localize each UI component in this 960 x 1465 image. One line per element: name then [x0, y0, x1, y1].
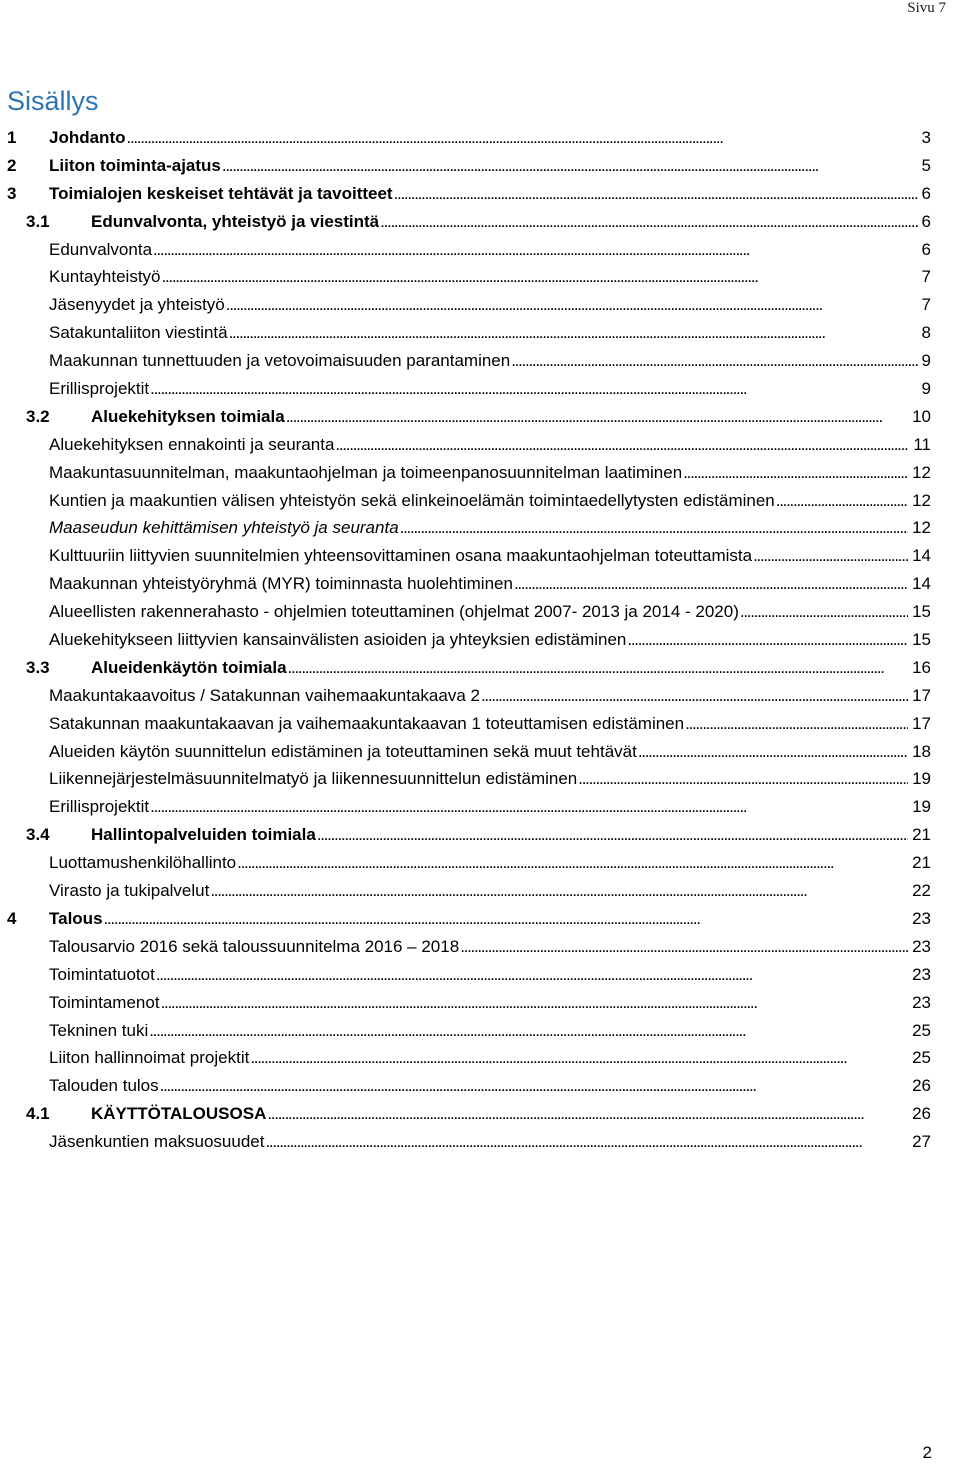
- toc-dot-leader: [627, 626, 908, 654]
- toc-entry-page[interactable]: 6: [921, 183, 931, 203]
- toc-dot-leader: [229, 319, 918, 347]
- toc-entry-line: [49, 961, 931, 989]
- toc-entry-line: [49, 1128, 931, 1156]
- toc-entry-line: [49, 1072, 931, 1100]
- toc-entry-line: [49, 375, 931, 403]
- toc-entry[interactable]: [0, 375, 960, 403]
- toc-entry-page[interactable]: 14: [912, 574, 931, 594]
- toc-entry-line: [49, 989, 931, 1017]
- toc-dot-leader: [265, 1128, 908, 1156]
- toc-entry-line: [49, 849, 931, 877]
- toc-entry-label[interactable]: Erillisprojektit: [49, 379, 150, 399]
- toc-entry-number: 4.1: [26, 1104, 50, 1124]
- toc-entry-line: [49, 765, 931, 793]
- toc-entry-page[interactable]: 15: [912, 602, 931, 622]
- toc-entry-label[interactable]: Maakuntasuunnitelman, maakuntaohjelman ja toimeenpanosuunnitelman laatiminen: [49, 462, 683, 482]
- toc-entry-label[interactable]: Maakuntakaavoitus / Satakunnan vaihemaakuntakaava 2: [49, 685, 480, 705]
- toc-entry-label[interactable]: Edunvalvonta: [49, 239, 153, 259]
- page-header-label: Sivu 7: [907, 0, 946, 16]
- toc-entry[interactable]: [0, 793, 960, 821]
- toc-dot-leader: [210, 877, 908, 905]
- toc-entry-page[interactable]: 12: [912, 462, 931, 482]
- toc-entry-page[interactable]: 9: [921, 351, 931, 371]
- toc-entry-label[interactable]: Alueellisten rakennerahasto - ohjelmien toteuttaminen (ohjelmat 2007- 2013 ja 2014 - 2020): [49, 602, 739, 622]
- toc-entry-label[interactable]: Johdanto: [49, 128, 126, 147]
- toc-entry[interactable]: [0, 514, 960, 542]
- toc-entry-page[interactable]: 5: [921, 155, 931, 175]
- toc-entry[interactable]: [0, 208, 960, 236]
- toc-entry-label[interactable]: KÄYTTÖTALOUSOSA: [91, 1104, 267, 1124]
- toc-entry-label[interactable]: Toimintamenot: [49, 992, 160, 1012]
- toc-entry[interactable]: [0, 124, 960, 152]
- toc-entry[interactable]: [0, 1017, 960, 1045]
- toc-entry-label[interactable]: Talouden tulos: [49, 1076, 159, 1096]
- toc-entry-line: [49, 431, 931, 459]
- toc-dot-leader: [160, 1072, 908, 1100]
- toc-entry-label[interactable]: Aluekehityksen ennakointi ja seuranta: [49, 434, 335, 454]
- toc-entry-line: [91, 403, 931, 431]
- toc-dot-leader: [578, 765, 908, 793]
- toc-entry-page[interactable]: 3: [921, 128, 931, 147]
- toc-entry-label[interactable]: Liiton hallinnoimat projektit: [49, 1048, 250, 1068]
- toc-entry-label[interactable]: Talousarvio 2016 sekä taloussuunnitelma 2016 – 2018: [49, 936, 460, 956]
- toc-dot-leader: [460, 933, 908, 961]
- toc-dot-leader: [127, 124, 918, 152]
- toc-entry-page[interactable]: 11: [913, 434, 931, 454]
- toc-entry-label[interactable]: Erillisprojektit: [49, 797, 150, 817]
- toc-entry[interactable]: [0, 291, 960, 319]
- toc-entry-number: 3.2: [26, 406, 50, 426]
- toc-entry[interactable]: [0, 319, 960, 347]
- toc-entry-line: [49, 710, 931, 738]
- toc-dot-leader: [683, 459, 908, 487]
- toc-entry-page[interactable]: 12: [912, 490, 931, 510]
- toc-entry-line: [49, 514, 931, 542]
- toc-dot-leader: [685, 710, 908, 738]
- toc-dot-leader: [237, 849, 908, 877]
- toc-entry-page[interactable]: 19: [912, 769, 931, 789]
- toc-entry-page[interactable]: 21: [912, 853, 931, 873]
- toc-dot-leader: [335, 431, 909, 459]
- toc-entry-label[interactable]: Satakunnan maakuntakaavan ja vaihemaakuntakaavan 1 toteuttamisen edistäminen: [49, 713, 685, 733]
- toc-entry[interactable]: [0, 347, 960, 375]
- toc-entry-label[interactable]: Aluekehitykseen liittyvien kansainvälisten asioiden ja yhteyksien edistäminen: [49, 630, 627, 650]
- toc-entry[interactable]: [0, 152, 960, 180]
- toc-entry[interactable]: [0, 849, 960, 877]
- toc-entry-page[interactable]: 21: [912, 825, 931, 845]
- toc-entry-label[interactable]: Hallintopalveluiden toimiala: [91, 825, 316, 845]
- toc-entry-label[interactable]: Maakunnan yhteistyöryhmä (MYR) toiminnasta huolehtiminen: [49, 574, 513, 594]
- toc-dot-leader: [150, 793, 908, 821]
- toc-entry-page[interactable]: 23: [912, 992, 931, 1012]
- toc-entry[interactable]: [0, 598, 960, 626]
- toc-entry-line: [49, 124, 931, 152]
- toc-entry-label[interactable]: Kuntien ja maakuntien välisen yhteistyön sekä elinkeinoelämän toimintaedellytysten edistäminen: [49, 490, 775, 510]
- toc-entry[interactable]: [0, 710, 960, 738]
- toc-dot-leader: [511, 347, 917, 375]
- toc-entry-line: [49, 319, 931, 347]
- toc-entry[interactable]: [0, 487, 960, 515]
- toc-entry-label[interactable]: Aluekehityksen toimiala: [91, 406, 285, 426]
- toc-entry-page[interactable]: 12: [912, 518, 931, 538]
- toc-entry-line: [91, 821, 931, 849]
- toc-entry[interactable]: [0, 403, 960, 431]
- toc-entry-line: [49, 180, 931, 208]
- toc-entry[interactable]: [0, 542, 960, 570]
- toc-entry-page[interactable]: 25: [912, 1048, 931, 1068]
- toc-dot-leader: [104, 905, 909, 933]
- toc-dot-leader: [156, 961, 908, 989]
- toc-entry[interactable]: [0, 989, 960, 1017]
- toc-entry[interactable]: [0, 738, 960, 766]
- toc-dot-leader: [753, 542, 908, 570]
- toc-entry-page[interactable]: 8: [921, 323, 931, 343]
- toc-dot-leader: [514, 570, 908, 598]
- toc-entry[interactable]: [0, 626, 960, 654]
- toc-entry-label[interactable]: Kuntayhteistyö: [49, 267, 161, 287]
- toc-entry-page[interactable]: 17: [912, 713, 931, 733]
- toc-dot-leader: [267, 1100, 908, 1128]
- toc-entry-line: [49, 933, 931, 961]
- toc-entry-label[interactable]: Alueidenkäytön toimiala: [91, 657, 287, 677]
- toc-entry[interactable]: [0, 933, 960, 961]
- toc-entry[interactable]: [0, 459, 960, 487]
- toc-entry-line: [49, 236, 931, 264]
- toc-dot-leader: [222, 152, 918, 180]
- toc-entry[interactable]: [0, 1128, 960, 1156]
- toc-entry-page[interactable]: 27: [912, 1132, 931, 1152]
- toc-entry-page[interactable]: 7: [921, 295, 931, 315]
- toc-entry-number: 3.3: [26, 657, 50, 677]
- toc-entry-page[interactable]: 23: [912, 936, 931, 956]
- toc-dot-leader: [380, 208, 917, 236]
- toc-entry[interactable]: [0, 1100, 960, 1128]
- toc-dot-leader: [149, 1017, 908, 1045]
- toc-entry-page[interactable]: 22: [912, 881, 931, 901]
- toc-entry-line: [49, 598, 931, 626]
- toc-entry-page[interactable]: 16: [912, 657, 931, 677]
- toc-entry[interactable]: [0, 682, 960, 710]
- toc-entry-line: [49, 738, 931, 766]
- toc-entry-page[interactable]: 15: [912, 630, 931, 650]
- toc-entry-label[interactable]: Kulttuuriin liittyvien suunnitelmien yhteensovittaminen osana maakuntaohjelman toteuttamista: [49, 546, 753, 566]
- toc-entry-page[interactable]: 9: [921, 379, 931, 399]
- toc-entry-line: [91, 208, 931, 236]
- toc-entry-page[interactable]: 10: [912, 406, 931, 426]
- toc-entry-page[interactable]: 14: [912, 546, 931, 566]
- toc-entry-label[interactable]: Liiton toiminta-ajatus: [49, 155, 221, 175]
- toc-entry-number: 3: [7, 183, 17, 203]
- toc-entry[interactable]: [0, 877, 960, 905]
- toc-dot-leader: [161, 989, 909, 1017]
- toc-entry-line: [49, 682, 931, 710]
- toc-entry[interactable]: [0, 263, 960, 291]
- toc-entry-label[interactable]: Maaseudun kehittämisen yhteistyö ja seuranta: [49, 518, 399, 538]
- toc-entry-page[interactable]: 18: [912, 741, 931, 761]
- toc-entry-page[interactable]: 6: [921, 211, 931, 231]
- toc-entry-label[interactable]: Jäsenyydet ja yhteistyö: [49, 295, 225, 315]
- toc-entry-line: [49, 793, 931, 821]
- toc-entry-number: 3.4: [26, 825, 50, 845]
- toc-entry-line: [49, 152, 931, 180]
- toc-entry-label[interactable]: Liikennejärjestelmäsuunnitelmatyö ja liikennesuunnittelun edistäminen: [49, 769, 578, 789]
- toc-entry-line: [49, 459, 931, 487]
- toc-entry-page[interactable]: 26: [912, 1076, 931, 1096]
- toc-entry[interactable]: [0, 765, 960, 793]
- toc-entry-page[interactable]: 6: [921, 239, 931, 259]
- toc-dot-leader: [250, 1044, 908, 1072]
- toc-entry[interactable]: [0, 821, 960, 849]
- toc-entry-number: 1: [7, 128, 17, 147]
- toc-entry-page[interactable]: 7: [921, 267, 931, 287]
- toc-entry-number: 2: [7, 155, 17, 175]
- toc-entry-label[interactable]: Toimialojen keskeiset tehtävät ja tavoitteet: [49, 183, 393, 203]
- toc-entry[interactable]: [0, 1072, 960, 1100]
- toc-entry[interactable]: [0, 961, 960, 989]
- toc-entry[interactable]: [0, 236, 960, 264]
- page-number: 2: [922, 1443, 932, 1462]
- toc-entry[interactable]: [0, 1044, 960, 1072]
- toc-entry-number: 4: [7, 908, 17, 928]
- toc-entry-page[interactable]: 23: [912, 908, 931, 928]
- toc-entry[interactable]: [0, 654, 960, 682]
- toc-entry-page[interactable]: 17: [912, 685, 931, 705]
- toc-entry[interactable]: [0, 180, 960, 208]
- toc-entry-page[interactable]: 19: [912, 797, 931, 817]
- toc-entry-line: [49, 905, 931, 933]
- toc-entry-line: [49, 1017, 931, 1045]
- toc-entry-label[interactable]: Toimintatuotot: [49, 964, 155, 984]
- toc-entry-line: [91, 654, 931, 682]
- toc-entry-page[interactable]: 26: [912, 1104, 931, 1124]
- toc-entry-line: [49, 291, 931, 319]
- toc-entry-line: [49, 626, 931, 654]
- toc-entry-label[interactable]: Maakunnan tunnettuuden ja vetovoimaisuuden parantaminen: [49, 351, 511, 371]
- toc-entry[interactable]: [0, 905, 960, 933]
- toc-entry-label[interactable]: Alueiden käytön suunnittelun edistäminen ja toteuttaminen sekä muut tehtävät: [49, 741, 637, 761]
- toc-entry-label[interactable]: Tekninen tuki: [49, 1020, 149, 1040]
- toc-entry-label[interactable]: Jäsenkuntien maksuosuudet: [49, 1132, 265, 1152]
- toc-entry-line: [49, 570, 931, 598]
- toc-dot-leader: [394, 180, 918, 208]
- toc-dot-leader: [153, 236, 918, 264]
- toc-dot-leader: [162, 263, 918, 291]
- toc-entry-line: [49, 487, 931, 515]
- toc-entry-label[interactable]: Luottamushenkilöhallinto: [49, 853, 237, 873]
- toc-entry[interactable]: [0, 431, 960, 459]
- toc-dot-leader: [638, 738, 908, 766]
- toc-dot-leader: [740, 598, 908, 626]
- toc-dot-leader: [150, 375, 917, 403]
- toc-entry-line: [91, 1100, 931, 1128]
- toc-dot-leader: [776, 487, 908, 515]
- toc-entry-label[interactable]: Satakuntaliiton viestintä: [49, 323, 228, 343]
- toc-entry-page[interactable]: 25: [912, 1020, 931, 1040]
- toc-entry-label[interactable]: Edunvalvonta, yhteistyö ja viestintä: [91, 211, 380, 231]
- page-title: Sisällys: [7, 86, 99, 116]
- toc-entry-line: [49, 877, 931, 905]
- toc-dot-leader: [481, 682, 908, 710]
- toc-entry-line: [49, 1044, 931, 1072]
- toc-entry-line: [49, 542, 931, 570]
- toc-entry[interactable]: [0, 570, 960, 598]
- toc-entry-line: [49, 263, 931, 291]
- toc-entry-line: [49, 347, 931, 375]
- toc-dot-leader: [400, 514, 908, 542]
- toc-dot-leader: [286, 403, 908, 431]
- toc-dot-leader: [317, 821, 908, 849]
- toc-entry-number: 3.1: [26, 211, 50, 231]
- toc-dot-leader: [288, 654, 909, 682]
- table-of-contents: [0, 124, 960, 1156]
- toc-entry-label[interactable]: Talous: [49, 908, 103, 928]
- toc-dot-leader: [226, 291, 918, 319]
- toc-entry-label[interactable]: Virasto ja tukipalvelut: [49, 881, 210, 901]
- toc-entry-page[interactable]: 23: [912, 964, 931, 984]
